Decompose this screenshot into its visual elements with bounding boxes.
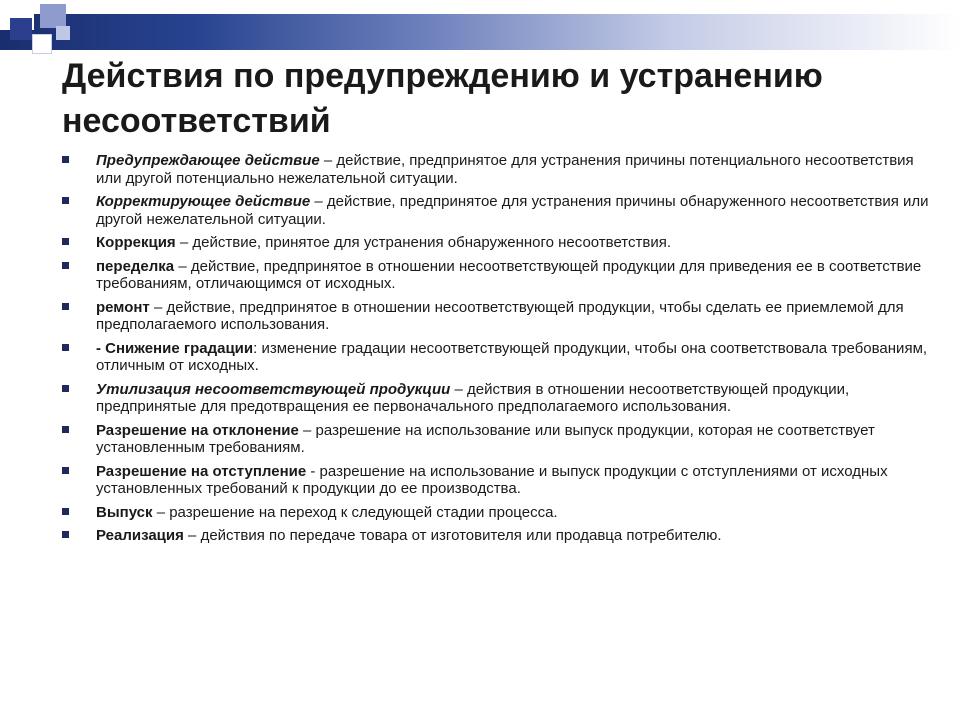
item-term: - Снижение градации xyxy=(96,339,254,357)
item-text: действия в отношении несоответствующей продукции, предпринятые для предотвращения ее первоначального предполагаемого использования. xyxy=(96,380,850,415)
square-bullet-icon xyxy=(62,262,69,269)
decor-square xyxy=(10,18,32,40)
list-item xyxy=(62,258,942,293)
square-bullet-icon xyxy=(62,156,69,163)
header-band xyxy=(0,14,960,50)
slide-title: Действия по предупреждению и устранению несоответствий xyxy=(62,57,823,140)
item-text: действие, предпринятое в отношении несоответствующей продукции для приведения ее в соответствие требованиям, отличающимся от исходных. xyxy=(96,257,922,292)
item-term: Корректирующее действие xyxy=(96,193,311,210)
item-text: разрешение на переход к следующей стадии процесса. xyxy=(169,503,558,521)
item-separator: – xyxy=(450,380,467,398)
item-separator: - xyxy=(306,462,320,480)
list-item xyxy=(62,381,942,416)
item-text: разрешение на использование и выпуск продукции с отступлениями от исходных установленных требований к продукции до ее производства. xyxy=(96,462,888,497)
item-separator: – xyxy=(319,152,337,169)
item-text: действия по передаче товара от изготовителя или продавца потребителю. xyxy=(200,527,722,544)
square-bullet-icon xyxy=(62,303,69,310)
square-bullet-icon xyxy=(62,508,69,515)
decor-square xyxy=(40,4,66,28)
list-item xyxy=(62,193,942,228)
list-item xyxy=(62,152,942,187)
square-bullet-icon xyxy=(62,531,69,538)
list-item xyxy=(62,527,942,545)
item-text: действие, предпринятое для устранения причины потенциального несоответствия или другой потенциально нежелательной ситуации. xyxy=(96,152,914,187)
item-separator: – xyxy=(310,193,327,210)
square-bullet-icon xyxy=(62,426,69,433)
item-text: изменение градации несоответствующей продукции, чтобы она соответствовала требованиям, отличным от исходных. xyxy=(96,339,928,374)
item-separator: – xyxy=(149,298,167,316)
list-item xyxy=(62,234,942,252)
square-bullet-icon xyxy=(62,385,69,392)
item-text: действие, принятое для устранения обнаруженного несоответствия. xyxy=(192,234,672,251)
item-term: Разрешение на отклонение xyxy=(96,421,299,439)
list-item xyxy=(62,422,942,457)
square-bullet-icon xyxy=(62,238,69,245)
list-item xyxy=(62,504,942,522)
item-separator: – xyxy=(174,257,191,275)
item-separator: – xyxy=(175,234,193,251)
item-term: переделка xyxy=(96,257,175,275)
item-text: действие, предпринятое в отношении несоответствующей продукции, чтобы сделать ее приемлемой для предполагаемого использования. xyxy=(96,298,904,333)
square-bullet-icon xyxy=(62,197,69,204)
item-term: Разрешение на отступление xyxy=(96,462,307,480)
decor-square xyxy=(32,34,52,54)
item-term: Предупреждающее действие xyxy=(96,152,320,169)
item-term: Коррекция xyxy=(96,234,176,251)
square-bullet-icon xyxy=(62,467,69,474)
list-item xyxy=(62,299,942,334)
item-term: Выпуск xyxy=(96,503,153,521)
item-text: разрешение на использование или выпуск продукции, которая не соответствует установленным требованиям. xyxy=(96,421,875,456)
item-separator: : xyxy=(253,339,262,357)
list-item xyxy=(62,340,942,375)
definitions-list xyxy=(62,152,942,551)
item-separator: – xyxy=(152,503,170,521)
item-term: Утилизация несоответствующей продукции xyxy=(96,380,451,398)
item-term: ремонт xyxy=(96,298,150,316)
item-text: действие, предпринятое для устранения причины обнаруженного несоответствия или другой нежелательной ситуации. xyxy=(96,193,929,228)
square-bullet-icon xyxy=(62,344,69,351)
list-item xyxy=(62,463,942,498)
decor-square xyxy=(56,26,70,40)
item-separator: – xyxy=(298,421,316,439)
item-separator: – xyxy=(183,527,201,544)
item-term: Реализация xyxy=(96,527,184,544)
